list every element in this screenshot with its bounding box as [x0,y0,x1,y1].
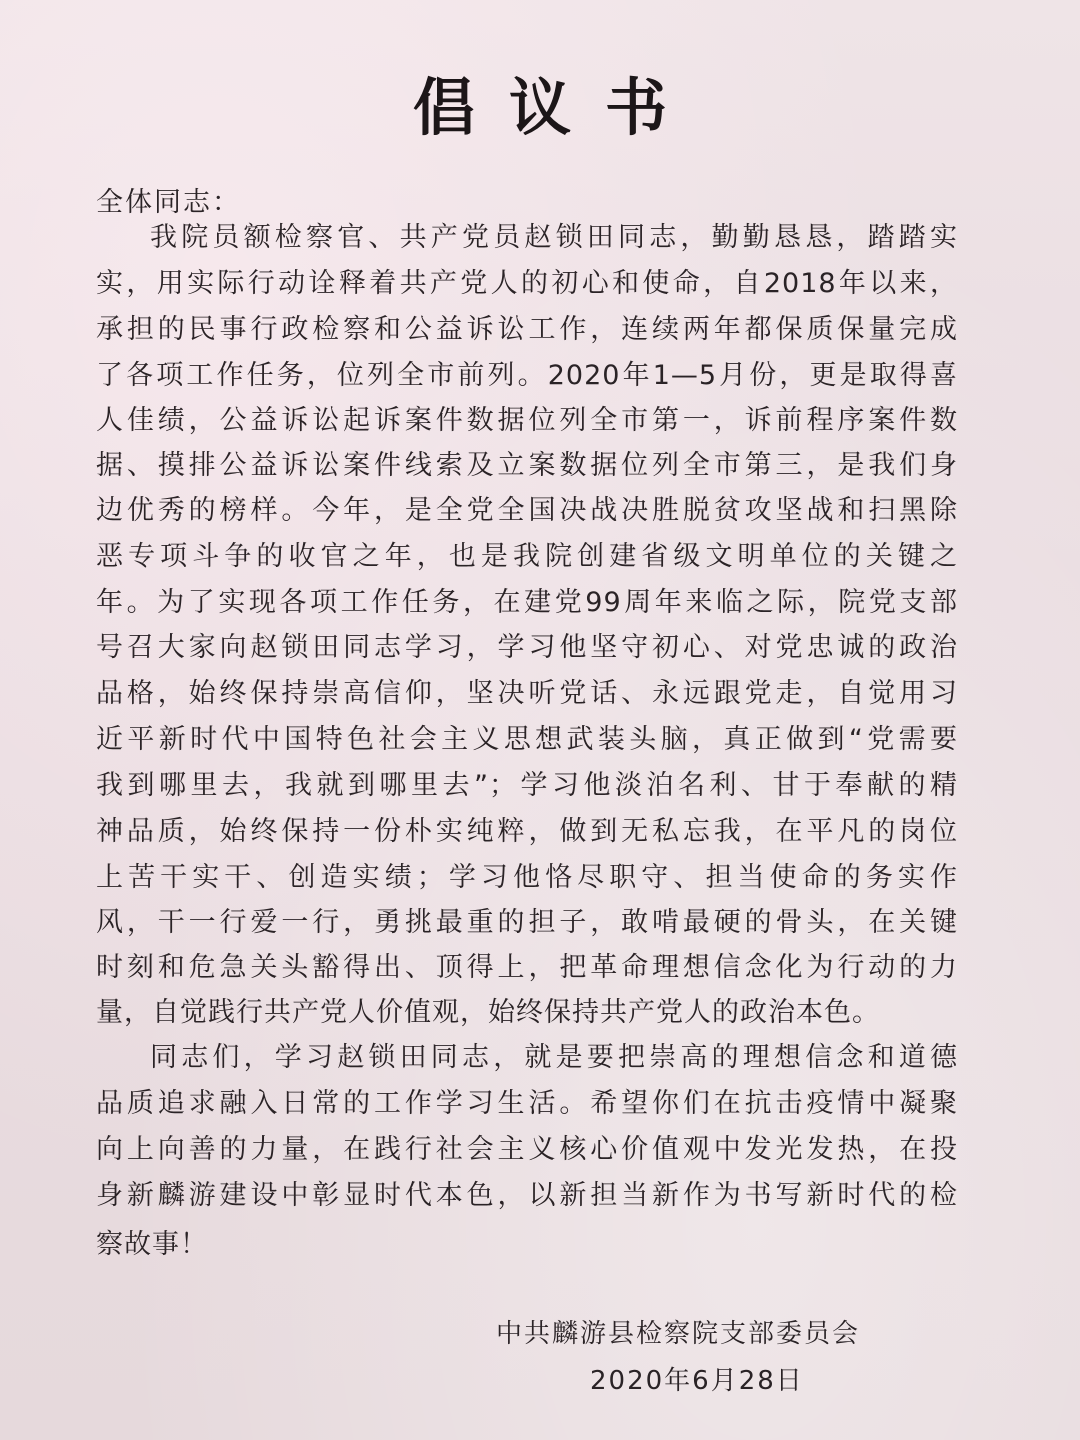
body-line: 向上向善的力量，在践行社会主义核心价值观中发光发热，在投 [96,1134,958,1165]
body-line: 神品质，始终保持一份朴实纯粹，做到无私忘我，在平凡的岗位 [96,816,958,847]
body-line: 据、摸排公益诉讼案件线索及立案数据位列全市第三，是我们身 [96,450,958,481]
body-line: 号召大家向赵锁田同志学习，学习他坚守初心、对党忠诚的政治 [96,632,958,663]
body-line: 实，用实际行动诠释着共产党人的初心和使命，自2018年以来， [96,268,958,299]
body-line: 品质追求融入日常的工作学习生活。希望你们在抗击疫情中凝聚 [96,1088,958,1119]
body-line: 时刻和危急关头豁得出、顶得上，把革命理想信念化为行动的力 [96,952,958,983]
body-line: 同志们，学习赵锁田同志，就是要把崇高的理想信念和道德 [150,1042,958,1073]
body-line: 边优秀的榜样。今年，是全党全国决战决胜脱贫攻坚战和扫黑除 [96,495,958,526]
body-line: 察故事！ [96,1229,208,1260]
document-title: 倡议书 [412,71,701,144]
body-line: 了各项工作任务，位列全市前列。2020年1—5月份，更是取得喜 [96,360,958,391]
body-line: 近平新时代中国特色社会主义思想武装头脑，真正做到“党需要 [96,724,958,755]
body-line: 承担的民事行政检察和公益诉讼工作，连续两年都保质保量完成 [96,314,958,345]
body-line: 量，自觉践行共产党人价值观，始终保持共产党人的政治本色。 [96,997,880,1028]
body-line: 身新麟游建设中彰显时代本色，以新担当新作为书写新时代的检 [96,1180,958,1211]
body-line: 上苦干实干、创造实绩；学习他恪尽职守、担当使命的务实作 [96,862,958,893]
body-line: 我院员额检察官、共产党员赵锁田同志，勤勤恳恳，踏踏实 [150,222,958,253]
salutation: 全体同志： [96,187,241,218]
body-line: 年。为了实现各项工作任务，在建党99周年来临之际，院党支部 [96,587,958,618]
body-line: 恶专项斗争的收官之年，也是我院创建省级文明单位的关键之 [96,541,958,572]
body-line: 品格，始终保持崇高信仰，坚决听党话、永远跟党走，自觉用习 [96,678,958,709]
signature-date: 2020年6月28日 [590,1366,804,1396]
signature-organization: 中共麟游县检察院支部委员会 [496,1319,861,1349]
body-line: 风，干一行爱一行，勇挑最重的担子，敢啃最硬的骨头，在关键 [96,907,958,938]
body-line: 我到哪里去，我就到哪里去”；学习他淡泊名利、甘于奉献的精 [96,770,958,801]
body-line: 人佳绩，公益诉讼起诉案件数据位列全市第一，诉前程序案件数 [96,405,958,436]
